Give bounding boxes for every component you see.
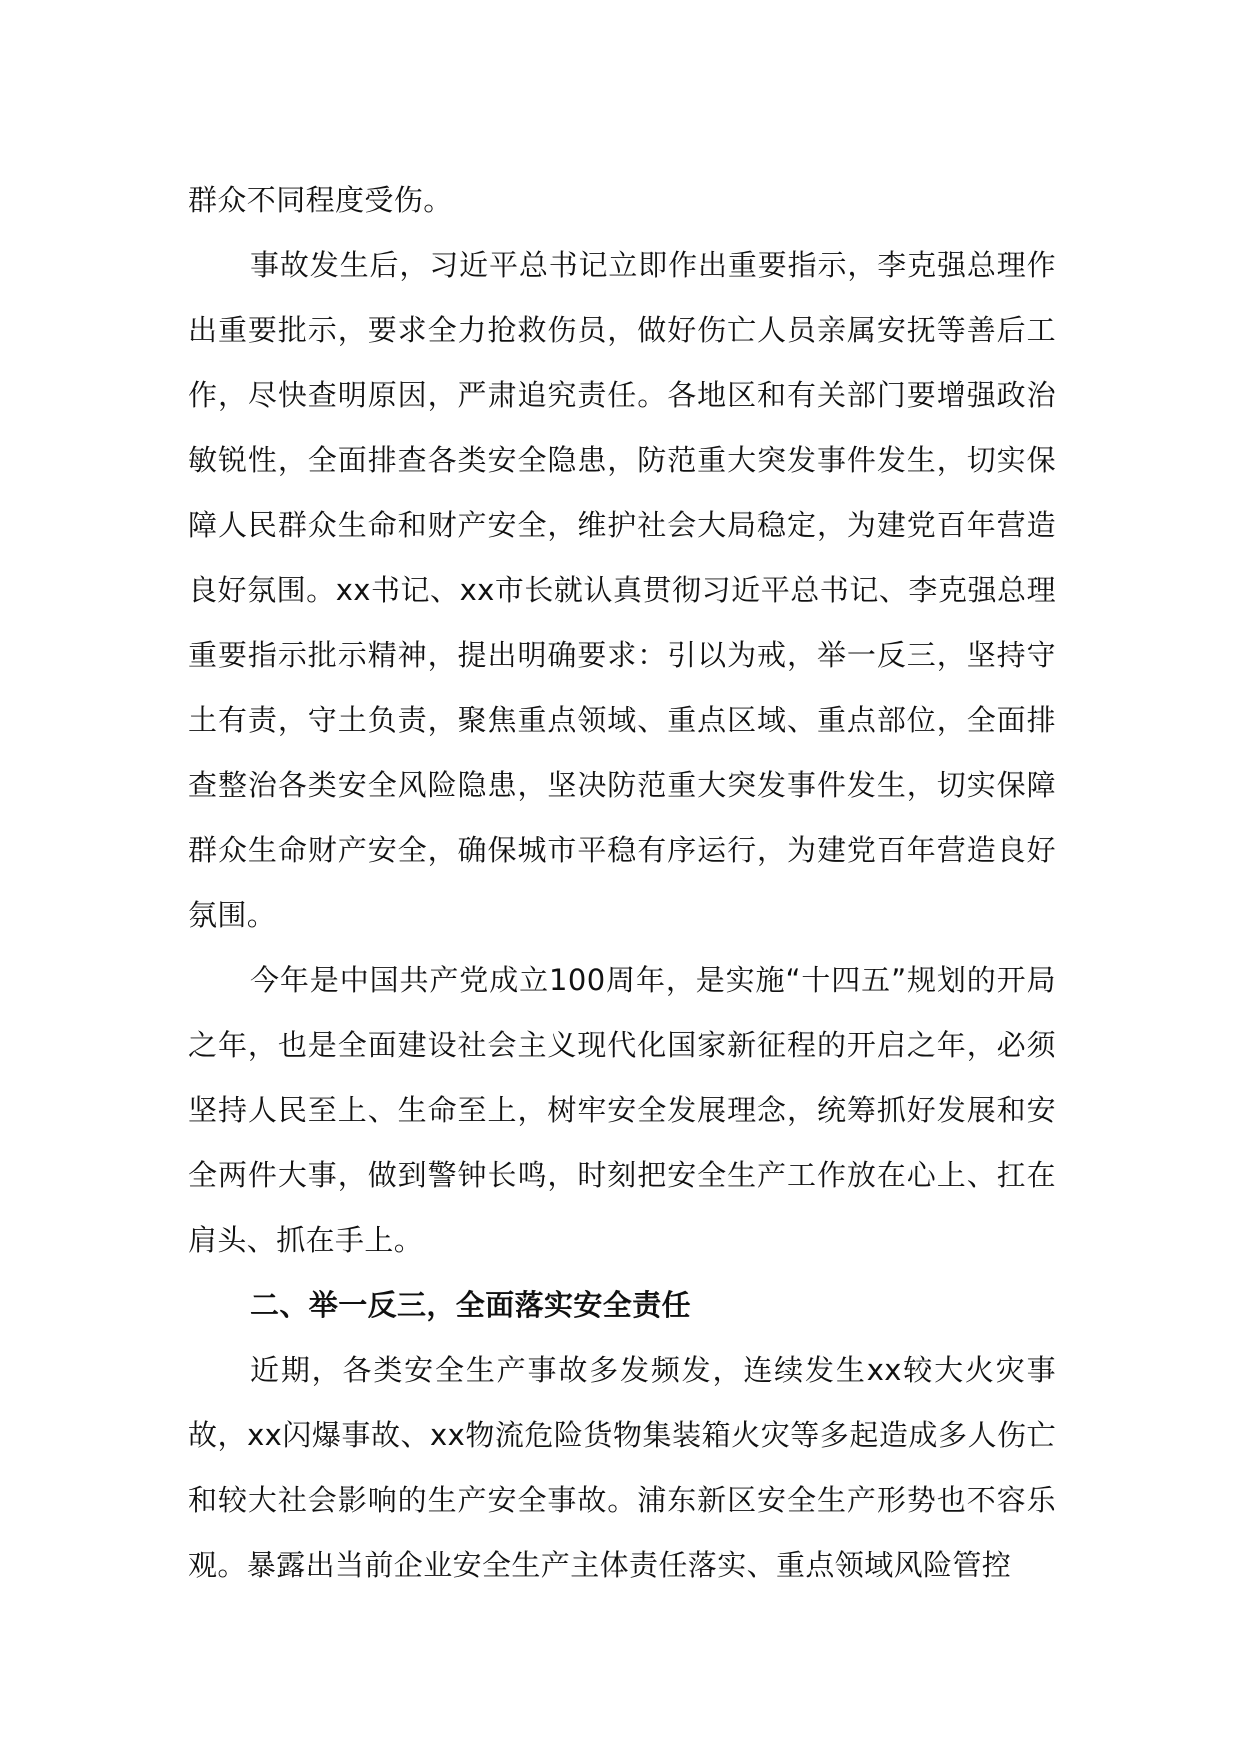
- section-heading: 二、举一反三，全面落实安全责任: [250, 1288, 692, 1322]
- paragraph-instructions: 事故发生后，习近平总书记立即作出重要指示，李克强总理作出重要批示，要求全力抢救伤员，做好伤亡人员亲属安抚等善后工作，尽快查明原因，严肃追究责任。各地区和有关部门要增强政治敏锐性，全面排查各类安全隐患，防范重大突发事件发生，切实保障人民群众生命和财产安全，维护社会大局稳定，为建党百年营造良好氛围。xx书记、xx市长就认真贯彻习近平总书记、李克强总理重要指示批示精神，提出明确要求：引以为戒，举一反三，坚持守土有责，守土负责，聚焦重点领域、重点区域、重点部位，全面排查整治各类安全风险隐患，坚决防范重大突发事件发生，切实保障群众生命财产安全，确保城市平稳有序运行，为建党百年营造良好氛围。: [188, 248, 1056, 932]
- paragraph-recent-accidents: 近期，各类安全生产事故多发频发，连续发生xx较大火灾事故，xx闪爆事故、xx物流危险货物集装箱火灾等多起造成多人伤亡和较大社会影响的生产安全事故。浦东新区安全生产形势也不容乐观。暴露出当前企业安全生产主体责任落实、重点领域风险管控: [188, 1353, 1056, 1582]
- paragraph-centenary: 今年是中国共产党成立100周年，是实施“十四五”规划的开局之年，也是全面建设社会主义现代化国家新征程的开启之年，必须坚持人民至上、生命至上，树牢安全发展理念，统筹抓好发展和安全两件大事，做到警钟长鸣，时刻把安全生产工作放在心上、扛在肩头、抓在手上。: [188, 963, 1056, 1257]
- paragraph-continuation: 群众不同程度受伤。: [188, 183, 453, 217]
- document-page: [188, 168, 1056, 1598]
